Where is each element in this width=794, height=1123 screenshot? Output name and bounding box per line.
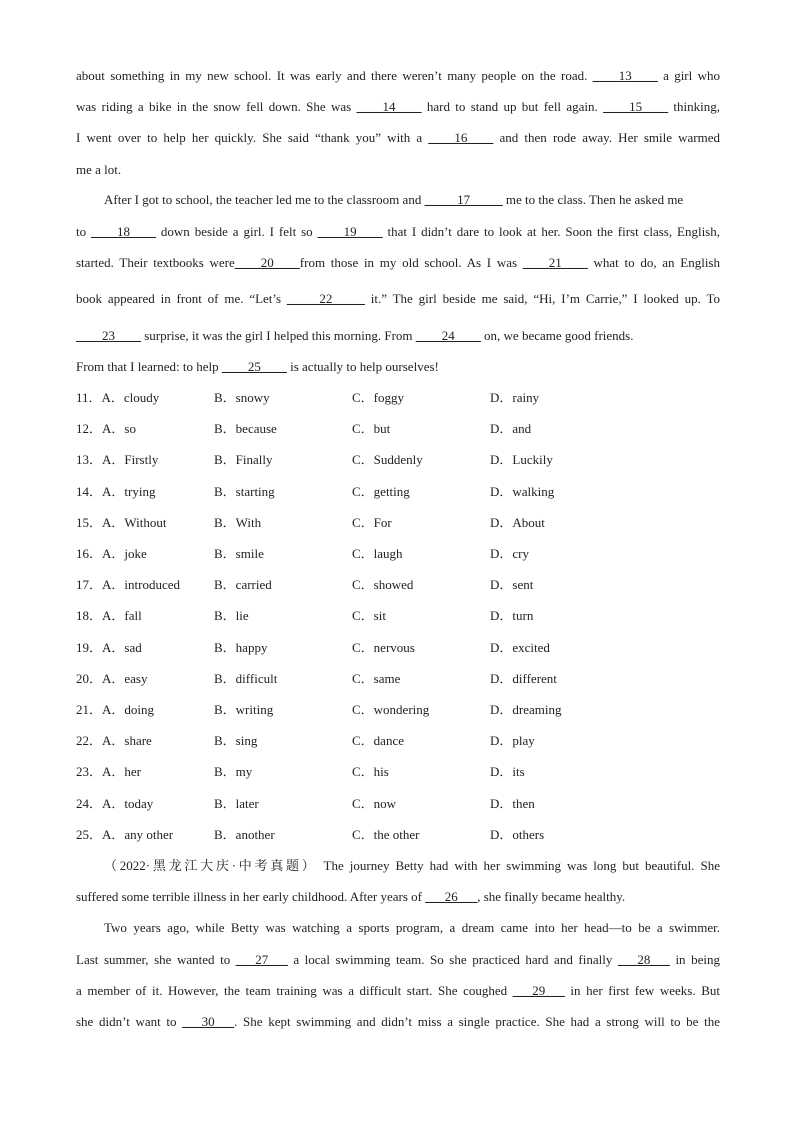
option-c[interactable]: C．Suddenly — [352, 452, 423, 467]
answer-blank: ____14____ — [356, 99, 422, 114]
option-a[interactable]: 24．A．today — [76, 796, 154, 811]
option-d[interactable]: D．play — [490, 733, 535, 748]
question-options-row — [76, 762, 720, 782]
answer-blank: ____23____ — [76, 328, 141, 343]
option-b[interactable]: B．because — [214, 421, 277, 436]
passage-text: surprise, it was the girl I helped this morning. From — [141, 328, 416, 343]
question-options-row — [76, 731, 720, 751]
passage-text: started. Their textbooks were — [76, 255, 235, 270]
option-d[interactable]: D．cry — [490, 546, 529, 561]
option-c[interactable]: C．dance — [352, 733, 404, 748]
passage-text: me to the class. Then he asked me — [502, 192, 684, 207]
question-options-row — [76, 825, 720, 845]
option-d[interactable]: D．others — [490, 827, 545, 842]
passage-text: （2022·黑龙江大庆·中考真题） The journey Betty had with her swimming was long but beautiful. She — [104, 858, 720, 873]
option-b[interactable]: B．sing — [214, 733, 258, 748]
question-options-row — [76, 482, 720, 502]
passage2-line — [104, 856, 720, 876]
passage-text: about something in my new school. It was early and there weren’t many people on the road. — [76, 68, 593, 83]
option-a[interactable]: 25．A．any other — [76, 827, 174, 842]
passage2-line — [76, 887, 720, 907]
passage-text: me a lot. — [76, 162, 122, 177]
option-a[interactable]: 11．A．cloudy — [76, 390, 160, 405]
option-d[interactable]: D．sent — [490, 577, 534, 592]
question-options-row — [76, 794, 720, 814]
answer-blank: ____21____ — [522, 255, 588, 270]
passage-text: was riding a bike in the snow fell down. She was — [76, 99, 357, 114]
option-d[interactable]: D．About — [490, 515, 545, 530]
option-d[interactable]: D．turn — [490, 608, 534, 623]
option-a[interactable]: 21．A．doing — [76, 702, 155, 717]
passage1-line — [76, 222, 720, 242]
option-b[interactable]: B．starting — [214, 484, 275, 499]
option-a[interactable]: 14．A．trying — [76, 484, 156, 499]
option-a[interactable]: 19．A．sad — [76, 640, 142, 655]
answer-blank: ___26___ — [425, 889, 478, 904]
passage1-line — [76, 160, 720, 180]
answer-blank: ____18____ — [91, 224, 157, 239]
option-c[interactable]: C．now — [352, 796, 397, 811]
question-options-row — [76, 575, 720, 595]
option-d[interactable]: D．rainy — [490, 390, 540, 405]
answer-blank: _____22_____ — [286, 291, 365, 306]
option-b[interactable]: B．lie — [214, 608, 249, 623]
answer-blank: ___28___ — [617, 952, 670, 967]
option-c[interactable]: C．his — [352, 764, 389, 779]
option-a[interactable]: 20．A．easy — [76, 671, 148, 686]
option-a[interactable]: 23．A．her — [76, 764, 141, 779]
option-c[interactable]: C．sit — [352, 608, 386, 623]
question-options-row — [76, 388, 720, 408]
passage2-line — [76, 1012, 720, 1032]
option-b[interactable]: B．my — [214, 764, 253, 779]
option-a[interactable]: 17．A．introduced — [76, 577, 180, 592]
option-d[interactable]: D．dreaming — [490, 702, 562, 717]
option-a[interactable]: 22．A．share — [76, 733, 152, 748]
passage-text: in being — [669, 952, 720, 967]
passage-text: it.” The girl beside me said, “Hi, I’m Carrie,” I looked up. To — [364, 291, 720, 306]
passage1-line — [76, 128, 720, 148]
option-b[interactable]: B．smile — [214, 546, 264, 561]
passage2-line — [76, 981, 720, 1001]
option-b[interactable]: B．difficult — [214, 671, 278, 686]
passage-text: a girl who — [657, 68, 720, 83]
option-b[interactable]: B．happy — [214, 640, 268, 655]
question-options-row — [76, 606, 720, 626]
option-c[interactable]: C．For — [352, 515, 392, 530]
option-c[interactable]: C．wondering — [352, 702, 430, 717]
question-options-row — [76, 700, 720, 720]
option-a[interactable]: 15．A．Without — [76, 515, 167, 530]
passage-text: , she finally became healthy. — [477, 889, 626, 904]
option-d[interactable]: D．its — [490, 764, 525, 779]
option-b[interactable]: B．writing — [214, 702, 274, 717]
answer-blank: ___30___ — [182, 1014, 235, 1029]
answer-blank: ____25____ — [221, 359, 287, 374]
question-options-row — [76, 513, 720, 533]
option-b[interactable]: B．carried — [214, 577, 272, 592]
answer-blank: ___29___ — [512, 983, 565, 998]
passage-text: she didn’t want to — [76, 1014, 183, 1029]
passage-text: hard to stand up but fell again. — [421, 99, 604, 114]
passage1-line — [76, 253, 720, 273]
passage1-line — [76, 289, 720, 309]
option-d[interactable]: D．excited — [490, 640, 550, 655]
question-options-row — [76, 419, 720, 439]
passage1-line — [104, 190, 720, 210]
passage1-line — [76, 66, 720, 86]
option-d[interactable]: D．then — [490, 796, 535, 811]
option-b[interactable]: B．snowy — [214, 390, 270, 405]
answer-blank: ___27___ — [235, 952, 288, 967]
question-options-row — [76, 450, 720, 470]
passage-text: . She kept swimming and didn’t miss a single practice. She had a strong will to be the — [234, 1014, 720, 1029]
option-a[interactable]: 12．A．so — [76, 421, 136, 436]
answer-blank: _____17_____ — [424, 192, 503, 207]
option-b[interactable]: B．Finally — [214, 452, 273, 467]
passage-text: thinking, — [668, 99, 720, 114]
passage-text: down beside a girl. I felt so — [156, 224, 318, 239]
option-d[interactable]: D．Luckily — [490, 452, 553, 467]
passage-text: in her first few weeks. But — [564, 983, 720, 998]
passage-text: Last summer, she wanted to — [76, 952, 236, 967]
option-c[interactable]: C．foggy — [352, 390, 405, 405]
passage-text: a member of it. However, the team training was a difficult start. She coughed — [76, 983, 513, 998]
passage-text: on, we became good friends. — [480, 328, 634, 343]
passage-text: and then rode away. Her smile warmed — [493, 130, 720, 145]
passage-text: to — [76, 224, 92, 239]
passage2-line — [104, 918, 720, 938]
option-c[interactable]: C．but — [352, 421, 391, 436]
passage-text: I went over to help her quickly. She said “thank you” with a — [76, 130, 429, 145]
question-options-row — [76, 669, 720, 689]
option-d[interactable]: D．walking — [490, 484, 555, 499]
option-d[interactable]: D．different — [490, 671, 557, 686]
passage1-line — [76, 357, 720, 377]
option-b[interactable]: B．later — [214, 796, 259, 811]
answer-blank: ____19____ — [317, 224, 383, 239]
question-options-row — [76, 544, 720, 564]
option-c[interactable]: C．laugh — [352, 546, 403, 561]
option-c[interactable]: C．nervous — [352, 640, 415, 655]
passage-text: Two years ago, while Betty was watching a sports program, a dream came into her head—to be a swimmer. — [104, 920, 720, 935]
option-c[interactable]: C．showed — [352, 577, 414, 592]
option-a[interactable]: 18．A．fall — [76, 608, 142, 623]
passage-text: that I didn’t dare to look at her. Soon the first class, English, — [382, 224, 720, 239]
answer-blank: ____15____ — [603, 99, 669, 114]
passage-text: book appeared in front of me. “Let’s — [76, 291, 287, 306]
question-options-row — [76, 638, 720, 658]
option-c[interactable]: C．same — [352, 671, 401, 686]
option-c[interactable]: C．getting — [352, 484, 410, 499]
option-d[interactable]: D．and — [490, 421, 532, 436]
passage-text: what to do, an English — [587, 255, 720, 270]
passage-text: After I got to school, the teacher led me to the classroom and — [104, 192, 425, 207]
passage-text: is actually to help ourselves! — [286, 359, 439, 374]
answer-blank: ____20____ — [234, 255, 300, 270]
option-c[interactable]: C．the other — [352, 827, 420, 842]
option-b[interactable]: B．With — [214, 515, 262, 530]
passage-text: a local swimming team. So she practiced hard and finally — [287, 952, 618, 967]
answer-blank: ____13____ — [592, 68, 658, 83]
passage1-line — [76, 97, 720, 117]
passage-text: From that I learned: to help — [76, 359, 222, 374]
passage1-line — [76, 326, 720, 346]
option-b[interactable]: B．another — [214, 827, 275, 842]
passage-text: from those in my old school. As I was — [299, 255, 523, 270]
answer-blank: ____24____ — [415, 328, 481, 343]
option-a[interactable]: 13．A．Firstly — [76, 452, 159, 467]
passage2-line — [76, 950, 720, 970]
option-a[interactable]: 16．A．joke — [76, 546, 147, 561]
passage-text: suffered some terrible illness in her early childhood. After years of — [76, 889, 426, 904]
answer-blank: ____16____ — [428, 130, 494, 145]
